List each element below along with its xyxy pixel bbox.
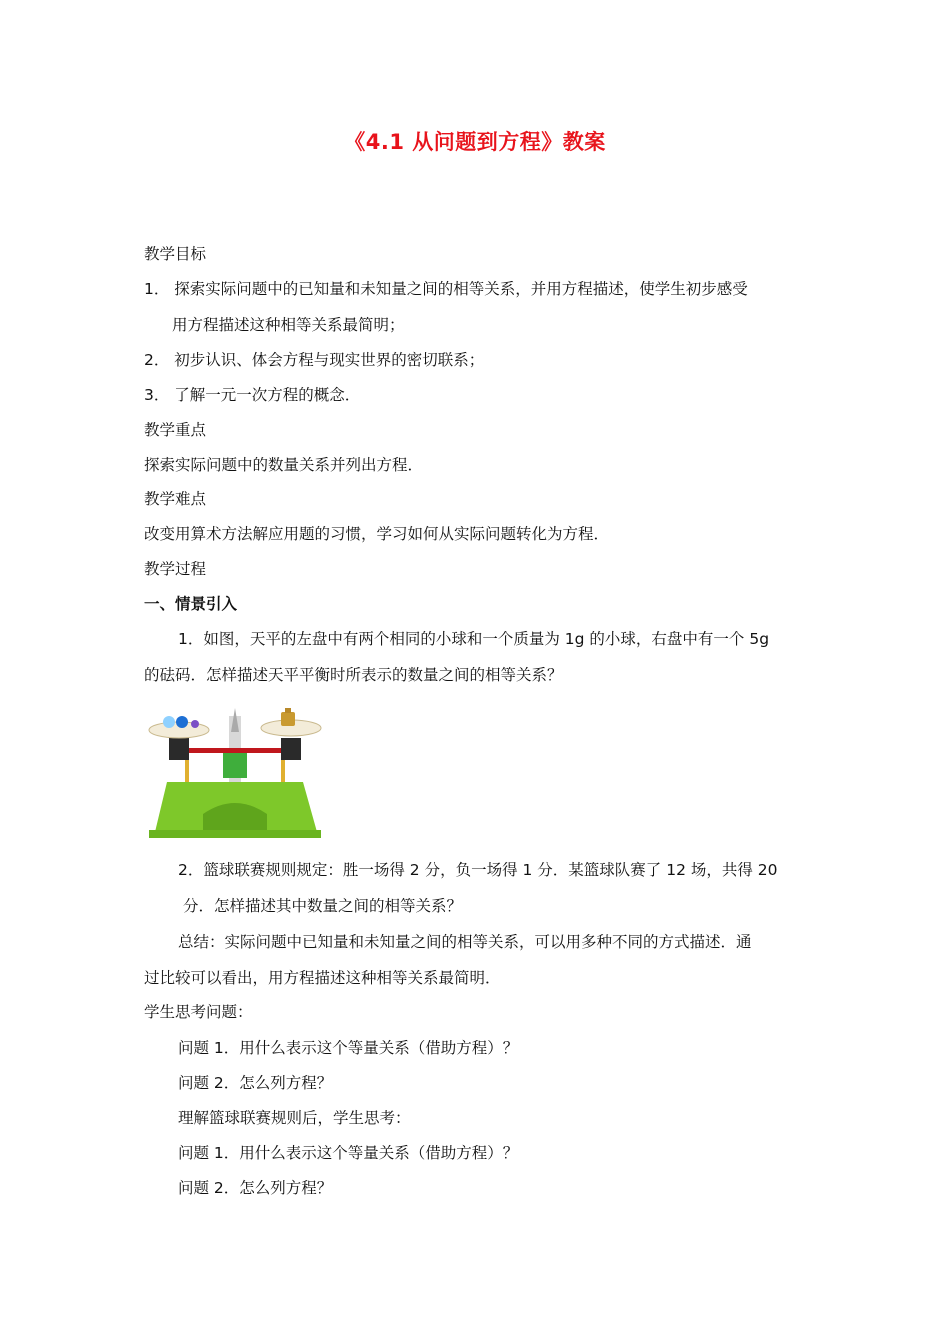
ball-icon [176,716,188,728]
part1-heading: 一、情景引入 [144,595,238,613]
basketball-think: 理解篮球联赛规则后，学生思考： [178,1109,411,1127]
question-1-line-2: 的砝码．怎样描述天平平衡时所表示的数量之间的相等关系？ [144,666,563,684]
problem-1-first: 问题 1．用什么表示这个等量关系（借助方程）？ [178,1039,519,1057]
objective-1-line-1: 1． 探索实际问题中的已知量和未知量之间的相等关系，并用方程描述，使学生初步感受 [144,280,748,298]
question-2-line-2: 分．怎样描述其中数量之间的相等关系？ [183,897,463,915]
objective-2: 2． 初步认识、体会方程与现实世界的密切联系； [144,351,485,369]
problem-2-first: 问题 2．怎么列方程？ [178,1074,333,1092]
problem-2-second: 问题 2．怎么列方程？ [178,1179,333,1197]
summary-line-2: 过比较可以看出，用方程描述这种相等关系最简明． [144,969,501,987]
students-think-heading: 学生思考问题： [144,1003,253,1021]
key-points-heading: 教学重点 [144,421,207,439]
ball-icon [163,716,175,728]
balance-scale-image [145,704,325,838]
objective-1-line-2: 用方程描述这种相等关系最简明； [172,316,405,334]
difficulty-heading: 教学难点 [144,490,207,508]
key-points-text: 探索实际问题中的数量关系并列出方程． [144,456,424,474]
weight-icon [281,712,295,726]
summary-line-1: 总结：实际问题中已知量和未知量之间的相等关系，可以用多种不同的方式描述．通 [178,933,752,951]
question-2-line-1: 2．篮球联赛规则规定：胜一场得 2 分，负一场得 1 分．某篮球队赛了 12 场，共得 20 [178,861,778,879]
objectives-heading: 教学目标 [144,245,207,263]
problem-1-second: 问题 1．用什么表示这个等量关系（借助方程）？ [178,1144,519,1162]
ball-icon [191,720,199,728]
question-1-line-1: 1．如图，天平的左盘中有两个相同的小球和一个质量为 1g 的小球，右盘中有一个 5g [178,630,770,648]
objective-3: 3． 了解一元一次方程的概念． [144,386,361,404]
document-title: 《4.1 从问题到方程》教案 [344,130,606,154]
process-heading: 教学过程 [144,560,207,578]
difficulty-text: 改变用算术方法解应用题的习惯，学习如何从实际问题转化为方程． [144,525,610,543]
